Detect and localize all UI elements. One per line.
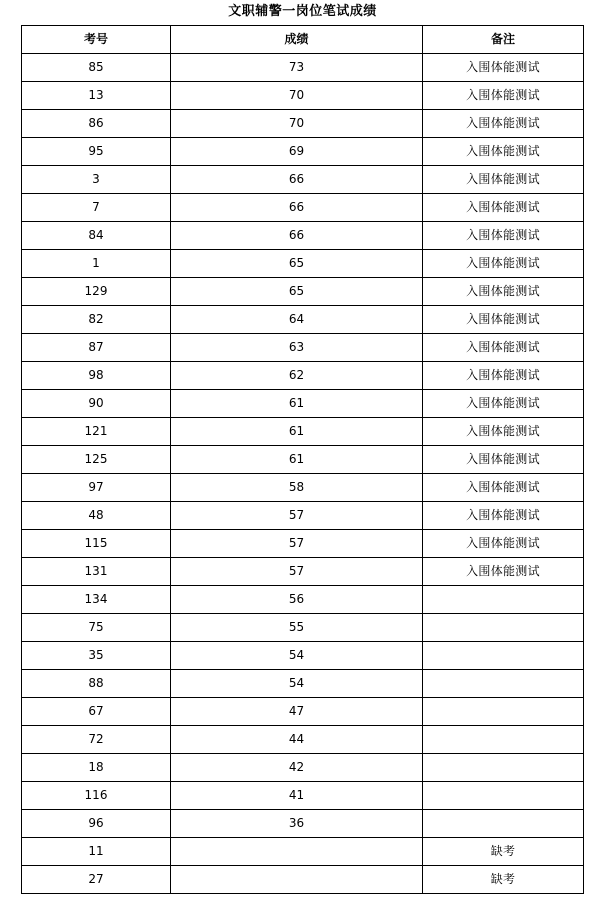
exam-number-cell: 3 [22,166,171,194]
header-row [22,26,584,54]
table-header [22,26,584,54]
remarks-cell: 入围体能测试 [423,334,584,362]
page-title: 文职辅警一岗位笔试成绩 [228,4,377,19]
exam-number-cell: 97 [22,474,171,502]
score-cell: 41 [171,782,423,810]
exam-number-cell: 72 [22,726,171,754]
remarks-cell [423,642,584,670]
score-cell: 54 [171,670,423,698]
table-row [22,334,584,362]
score-cell: 61 [171,446,423,474]
score-cell: 66 [171,166,423,194]
remarks-cell: 缺考 [423,838,584,866]
exam-number-cell: 35 [22,642,171,670]
exam-number-cell: 48 [22,502,171,530]
table-row [22,166,584,194]
exam-number-cell: 11 [22,838,171,866]
score-cell: 55 [171,614,423,642]
score-cell: 54 [171,642,423,670]
score-cell: 66 [171,222,423,250]
score-cell: 70 [171,82,423,110]
remarks-cell: 入围体能测试 [423,278,584,306]
table-row [22,586,584,614]
table-row [22,530,584,558]
exam-number-cell: 86 [22,110,171,138]
remarks-cell: 入围体能测试 [423,222,584,250]
exam-number-cell: 131 [22,558,171,586]
remarks-cell: 入围体能测试 [423,250,584,278]
exam-number-cell: 84 [22,222,171,250]
remarks-cell [423,586,584,614]
score-cell: 56 [171,586,423,614]
exam-number-cell: 125 [22,446,171,474]
table-row [22,866,584,894]
exam-number-cell: 98 [22,362,171,390]
table-row [22,418,584,446]
exam-number-cell: 96 [22,810,171,838]
remarks-cell [423,754,584,782]
exam-number-cell: 129 [22,278,171,306]
remarks-cell: 入围体能测试 [423,82,584,110]
exam-number-cell: 75 [22,614,171,642]
remarks-cell: 入围体能测试 [423,530,584,558]
score-cell: 57 [171,530,423,558]
table-row [22,194,584,222]
table-row [22,446,584,474]
exam-number-cell: 18 [22,754,171,782]
remarks-cell [423,782,584,810]
remarks-cell: 入围体能测试 [423,138,584,166]
header-remarks: 备注 [423,26,584,54]
exam-number-cell: 1 [22,250,171,278]
table-row [22,810,584,838]
table-row [22,698,584,726]
remarks-cell [423,698,584,726]
score-cell: 62 [171,362,423,390]
exam-number-cell: 67 [22,698,171,726]
table-row [22,474,584,502]
table-body [22,54,584,894]
exam-number-cell: 13 [22,82,171,110]
remarks-cell: 入围体能测试 [423,418,584,446]
exam-number-cell: 7 [22,194,171,222]
exam-number-cell: 90 [22,390,171,418]
remarks-cell: 入围体能测试 [423,54,584,82]
score-cell: 63 [171,334,423,362]
table-row [22,390,584,418]
score-cell: 73 [171,54,423,82]
table-row [22,138,584,166]
remarks-cell: 入围体能测试 [423,306,584,334]
remarks-cell: 入围体能测试 [423,194,584,222]
remarks-cell: 入围体能测试 [423,110,584,138]
table-row [22,278,584,306]
remarks-cell [423,614,584,642]
exam-number-cell: 116 [22,782,171,810]
header-exam-number: 考号 [22,26,171,54]
table-row [22,362,584,390]
table-row [22,502,584,530]
score-cell: 61 [171,418,423,446]
score-cell: 64 [171,306,423,334]
table-row [22,614,584,642]
exam-number-cell: 134 [22,586,171,614]
remarks-cell: 入围体能测试 [423,446,584,474]
score-cell: 47 [171,698,423,726]
table-row [22,306,584,334]
table-row [22,726,584,754]
table-row [22,250,584,278]
exam-number-cell: 121 [22,418,171,446]
table-row [22,54,584,82]
remarks-cell: 入围体能测试 [423,502,584,530]
exam-number-cell: 115 [22,530,171,558]
exam-number-cell: 82 [22,306,171,334]
score-cell: 69 [171,138,423,166]
score-cell: 36 [171,810,423,838]
exam-number-cell: 88 [22,670,171,698]
remarks-cell: 入围体能测试 [423,474,584,502]
table-row [22,670,584,698]
score-cell: 65 [171,278,423,306]
table-row [22,110,584,138]
remarks-cell: 入围体能测试 [423,166,584,194]
score-cell: 57 [171,558,423,586]
exam-number-cell: 85 [22,54,171,82]
table-row [22,754,584,782]
table-row [22,558,584,586]
score-cell: 66 [171,194,423,222]
header-score: 成绩 [171,26,423,54]
score-cell: 57 [171,502,423,530]
remarks-cell [423,670,584,698]
table-row [22,782,584,810]
remarks-cell [423,810,584,838]
score-cell: 58 [171,474,423,502]
exam-number-cell: 27 [22,866,171,894]
score-cell: 61 [171,390,423,418]
exam-number-cell: 87 [22,334,171,362]
score-cell: 65 [171,250,423,278]
score-cell: 70 [171,110,423,138]
remarks-cell [423,726,584,754]
exam-number-cell: 95 [22,138,171,166]
remarks-cell: 入围体能测试 [423,558,584,586]
remarks-cell: 缺考 [423,866,584,894]
table-row [22,82,584,110]
remarks-cell: 入围体能测试 [423,362,584,390]
table-row [22,642,584,670]
scores-table [21,25,584,894]
remarks-cell: 入围体能测试 [423,390,584,418]
score-cell: 42 [171,754,423,782]
table-row [22,838,584,866]
score-cell [171,838,423,866]
score-cell [171,866,423,894]
score-cell: 44 [171,726,423,754]
table-row [22,222,584,250]
